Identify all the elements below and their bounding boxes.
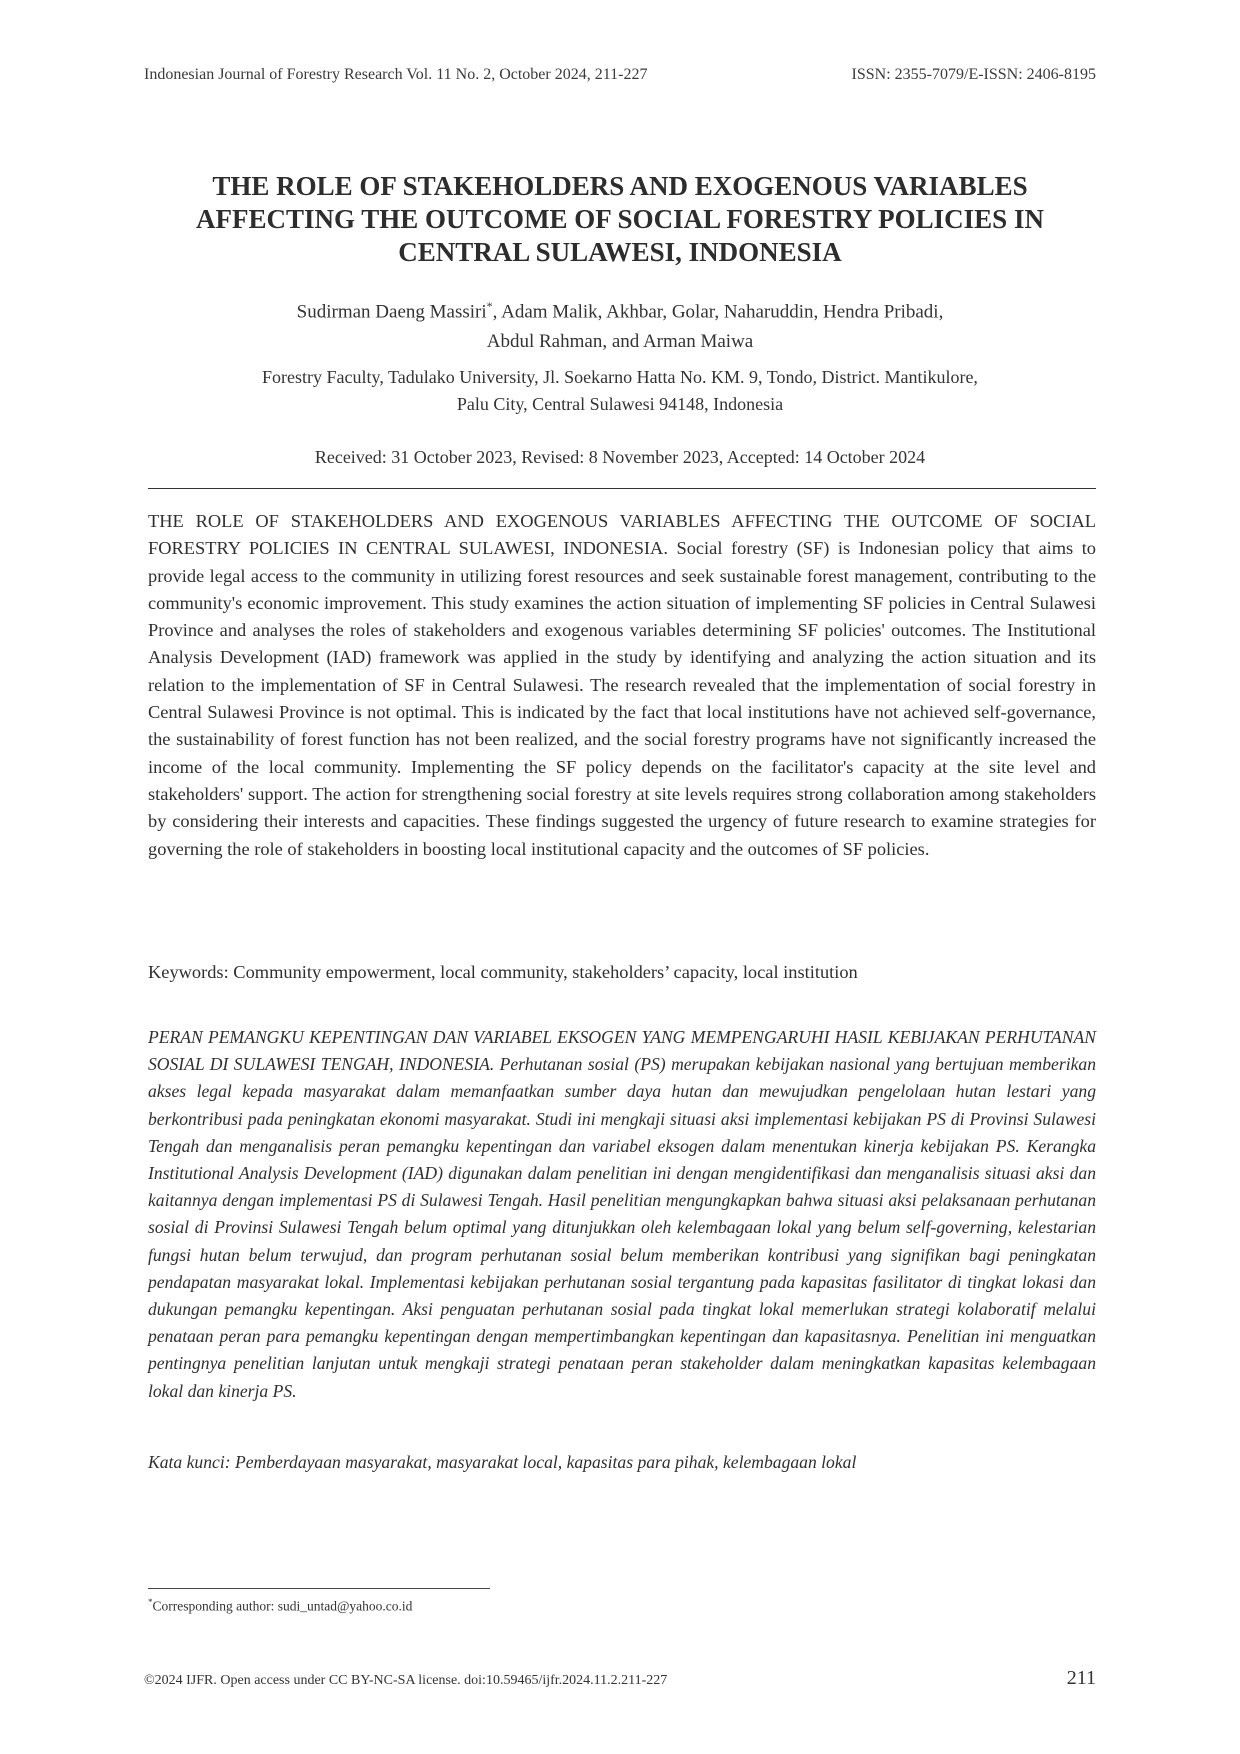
footnote-mark: *	[148, 1597, 153, 1607]
submission-dates: Received: 31 October 2023, Revised: 8 November 2023, Accepted: 14 October 2024	[314, 447, 926, 467]
abstrak-body: Perhutanan sosial (PS) merupakan kebijakan nasional yang bertujuan memberikan akses legal kepada masyarakat dalam memanfaatkan sumber daya hutan dan mewujudkan pengelolaan hutan lestari yang berkontribusi pada peningkatan ekonomi masyarakat. Studi ini mengkaji situasi aksi implementasi kebijakan PS di Provinsi Sulawesi Tengah dan menganalisis peran pemangku kepentingan dan variabel eksogen dalam menentukan kinerja kebijakan PS. Kerangka Institutional Analysis Development (IAD) digunakan dalam penelitian ini dengan mengidentifikasi dan menganalisis situasi aksi dan kaitannya dengan implementasi PS di Sulawesi Tengah. Hasil penelitian mengungkapkan bahwa situasi aksi pelaksanaan perhutanan sosial di Provinsi Sulawesi Tengah belum optimal yang ditunjukkan oleh kelembagaan lokal yang belum self-governing, kelestarian fungsi hutan belum terwujud, dan program perhutanan sosial belum memberikan kontribusi yang signifikan bagi peningkatan pendapatan masyarakat lokal. Implementasi kebijakan perhutanan sosial tergantung pada kapasitas fasilitator di tingkat lokasi dan dukungan pemangku kepentingan. Aksi penguatan perhutanan sosial pada tingkat lokal memerlukan strategi kolaboratif melalui penataan peran para pemangku kepentingan dengan mempertimbangkan kepentingan dan kapasitasnya. Penelitian ini menguatkan pentingnya penelitian lanjutan untuk mengkaji strategi penataan peran stakeholder dalam meningkatkan kapasitas kelembagaan lokal dan kinerja PS.	[148, 1054, 1096, 1401]
affiliation	[150, 364, 1090, 418]
author-list	[150, 291, 1090, 357]
page-number: 211	[1066, 1667, 1096, 1689]
abstract-indonesian	[148, 1024, 1096, 1405]
keywords-english: Keywords: Community empowerment, local community, stakeholders’ capacity, local institution	[148, 962, 858, 982]
authors-line-2: Abdul Rahman, and Arman Maiwa	[486, 331, 754, 353]
page-footer	[144, 1667, 1096, 1690]
keywords-indonesian: Kata kunci: Pemberdayaan masyarakat, masyarakat local, kapasitas para pihak, kelembagaan lokal	[148, 1452, 857, 1472]
title-line-2: AFFECTING THE OUTCOME OF SOCIAL FORESTRY POLICIES IN	[196, 204, 1044, 234]
license-doi: ©2024 IJFR. Open access under CC BY-NC-SA license. doi:10.59465/ijfr.2024.11.2.211-227	[144, 1673, 668, 1688]
title-line-1: THE ROLE OF STAKEHOLDERS AND EXOGENOUS VARIABLES	[212, 171, 1028, 201]
footnote-divider	[148, 1588, 490, 1589]
abstract-english	[148, 508, 1096, 863]
abstract-body: Social forestry (SF) is Indonesian policy that aims to provide legal access to the community in utilizing forest resources and seek sustainable forest management, contributing to the community's economic improvement. This study examines the action situation of implementing SF policies in Central Sulawesi Province and analyses the roles of stakeholders and exogenous variables determining SF policies' outcomes. The Institutional Analysis Development (IAD) framework was applied in the study by identifying and analyzing the action situation and its relation to the implementation of SF in Central Sulawesi. The research revealed that the implementation of social forestry in Central Sulawesi Province is not optimal. This is indicated by the fact that local institutions have not achieved self-governance, the sustainability of forest function has not been realized, and the social forestry programs have not significantly increased the income of the local community. Implementing the SF policy depends on the facilitator's capacity at the site level and stakeholders' support. The action for strengthening social forestry at site levels requires strong collaboration among stakeholders by considering their interests and capacities. These findings suggested the urgency of future research to examine strategies for governing the role of stakeholders in boosting local institutional capacity and the outcomes of SF policies.	[148, 538, 1096, 859]
footnote-text: Corresponding author: sudi_untad@yahoo.co.id	[152, 1598, 413, 1614]
running-header	[144, 66, 1096, 84]
title-line-3: CENTRAL SULAWESI, INDONESIA	[398, 237, 842, 267]
corresponding-mark: *	[486, 299, 493, 313]
journal-citation: Indonesian Journal of Forestry Research Vol. 11 No. 2, October 2024, 211-227	[144, 66, 648, 83]
issn: ISSN: 2355-7079/E-ISSN: 2406-8195	[851, 66, 1096, 83]
header-divider	[148, 488, 1096, 489]
affiliation-line-2: Palu City, Central Sulawesi 94148, Indonesia	[456, 394, 784, 414]
abstrak-heading: PERAN PEMANGKU KEPENTINGAN DAN VARIABEL EKSOGEN YANG MEMPENGARUHI HASIL KEBIJAKAN PERHUTANAN SOSIAL DI SULAWESI TENGAH, INDONESIA.	[148, 1027, 1096, 1075]
authors-line-1: , Adam Malik, Akhbar, Golar, Naharuddin, Hendra Pribadi,	[492, 301, 944, 323]
abstract-heading: THE ROLE OF STAKEHOLDERS AND EXOGENOUS VARIABLES AFFECTING THE OUTCOME OF SOCIAL FORESTRY POLICIES IN CENTRAL SULAWESI, INDONESIA.	[148, 511, 1096, 559]
affiliation-line-1: Forestry Faculty, Tadulako University, Jl. Soekarno Hatta No. KM. 9, Tondo, District. Mantikulore,	[262, 367, 978, 387]
first-author: Sudirman Daeng Massiri	[296, 301, 487, 323]
footnote	[148, 1597, 412, 1615]
paper-title	[150, 170, 1090, 269]
